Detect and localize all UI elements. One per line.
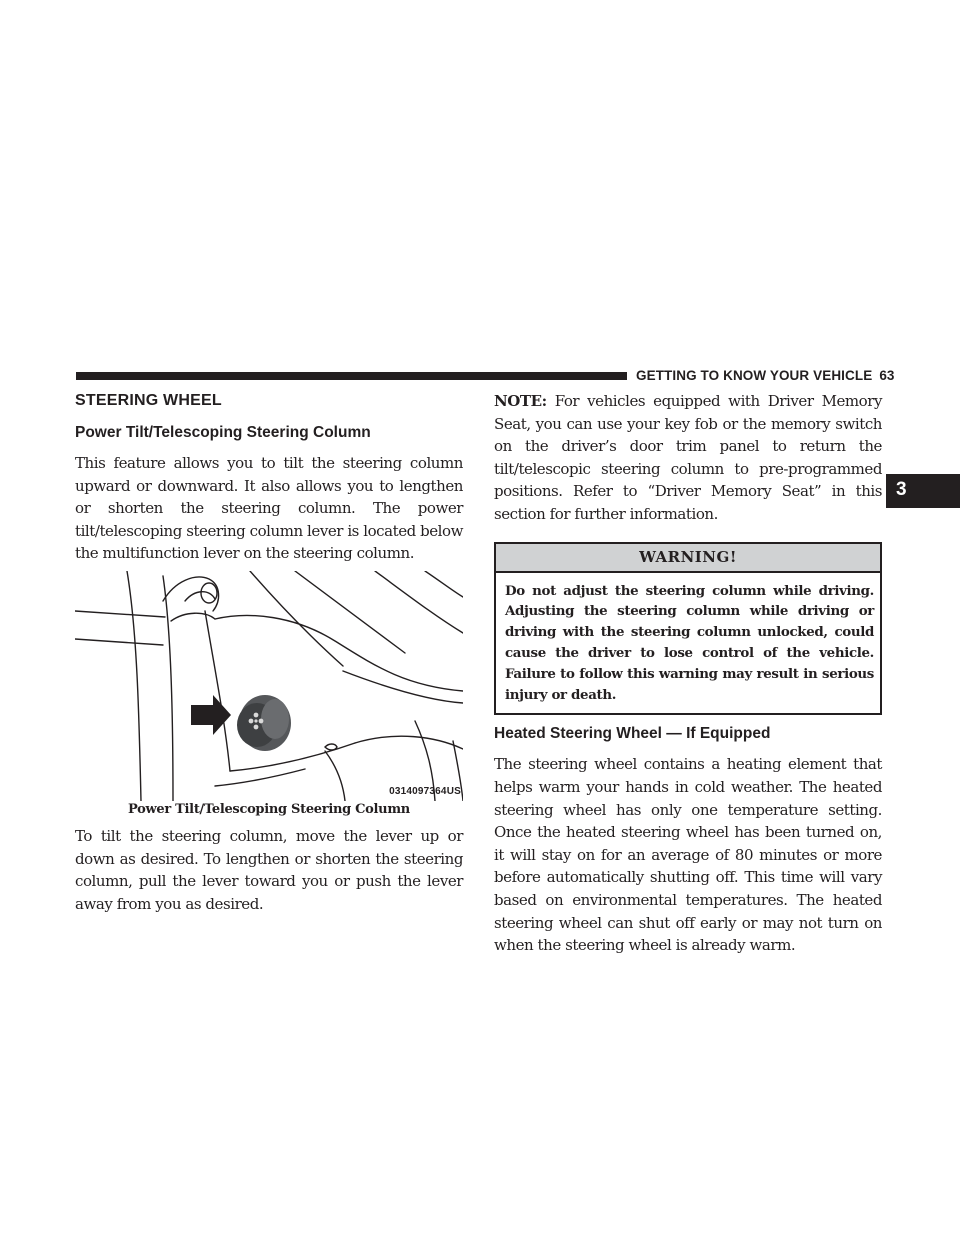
tilt-instructions-paragraph: To tilt the steering column, move the lever up or down as desired. To lengthen or shorten the steering column, pull the lever toward you or push the lever away from you as desired. (75, 826, 463, 913)
heated-wheel-paragraph: The steering wheel contains a heating element that helps warm your hands in cold weather. The heated steering wheel has only one temperature setting. Once the heated steering wheel has been turned on, it will stay on for an average of 80 minutes or more before automatically shutting off. This time will vary based on environmental temperatures. The heated steering wheel can shut off early or may not turn on when the steering wheel is already warm. (494, 755, 882, 955)
chapter-number: 3 (896, 479, 907, 500)
warning-box (494, 542, 882, 716)
warning-text: Do not adjust the steering column while driving. Adjusting the steering column while driving or driving with the steering column unlocked, could cause the driver to lose control of the vehicle. Failure to follow this warning may result in serious injury or death. (505, 582, 874, 703)
header-title: GETTING TO KNOW YOUR VEHICLE (636, 368, 873, 383)
page-number: 63 (879, 368, 895, 383)
chapter-tab (886, 474, 960, 508)
note-paragraph (494, 390, 882, 526)
note-label: NOTE: (494, 392, 547, 410)
figure-code: 0314097364US (389, 785, 461, 797)
steering-column-illustration (75, 571, 463, 801)
note-text: For vehicles equipped with Driver Memory Seat, you can use your key fob or the memory switch on the driver’s door trim panel to return the tilt/telescopic steering column to pre-programmed positions. Refer to “Driver Memory Seat” in this section for further information. (494, 392, 882, 523)
header-rule (76, 372, 627, 380)
figure-caption: Power Tilt/Telescoping Steering Column (128, 801, 410, 817)
left-column (75, 388, 463, 915)
warning-title: WARNING! (496, 544, 880, 573)
subsection-title-tilt: Power Tilt/Telescoping Steering Column (75, 424, 371, 441)
right-column (494, 388, 882, 957)
section-title: STEERING WHEEL (75, 392, 222, 409)
subsection-title-heated: Heated Steering Wheel — If Equipped (494, 725, 771, 743)
tilt-intro-paragraph: This feature allows you to tilt the steering column upward or downward. It also allows you to lengthen or shorten the steering column. The power tilt/telescoping steering column lever is located below the multifunction lever on the steering column. (75, 454, 463, 563)
steering-column-figure (75, 571, 463, 801)
running-header (636, 367, 895, 385)
